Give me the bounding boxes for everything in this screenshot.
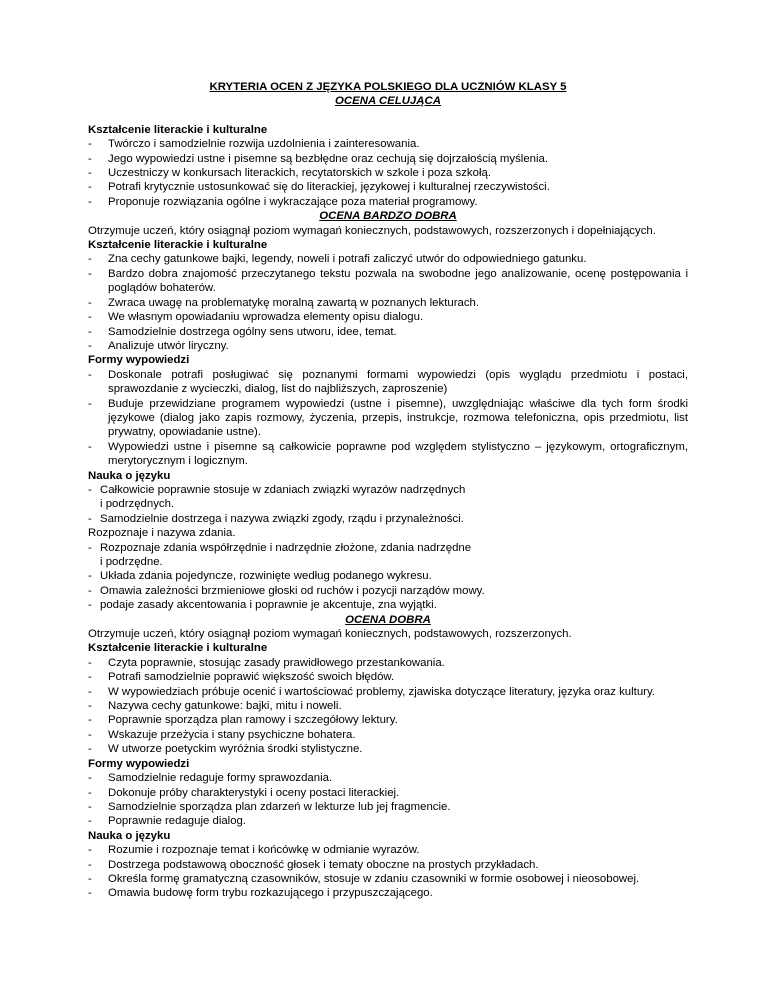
- spacer: [88, 109, 688, 123]
- document-title: KRYTERIA OCEN Z JĘZYKA POLSKIEGO DLA UCZNIÓW KLASY 5: [209, 81, 567, 93]
- list-item-line: i podrzędnych.: [100, 498, 175, 511]
- list-item: - Doskonale potrafi posługiwać się poznanymi formami wypowiedzi (opis wyglądu przedmiotu i postaci, sprawozdanie z wycieczki, dialog, list do najbliższych, zaproszenie): [88, 368, 688, 397]
- list-item: - Samodzielnie dostrzega i nazywa związki zgody, rządu i przynależności.: [88, 512, 688, 526]
- bardzo-dobra-lang-list-2: [88, 541, 688, 613]
- list-item: - W wypowiedziach próbuje ocenić i wartościować problemy, zjawiska dotyczące literatury, języka oraz kultury.: [88, 685, 688, 699]
- section-heading: Kształcenie literackie i kulturalne: [88, 123, 268, 136]
- list-item: - We własnym opowiadaniu wprowadza elementy opisu dialogu.: [88, 310, 688, 324]
- celujaca-list: [88, 137, 688, 209]
- list-item: - Omawia zależności brzmieniowe głoski od ruchów i pozycji narządów mowy.: [88, 584, 688, 598]
- section-heading: Formy wypowiedzi: [88, 354, 190, 367]
- bardzo-dobra-lit-list: [88, 252, 688, 353]
- list-item: - Analizuje utwór liryczny.: [88, 339, 688, 353]
- plain-line: Rozpoznaje i nazywa zdania.: [88, 527, 236, 540]
- document-page: [88, 80, 688, 901]
- list-item: - Poprawnie redaguje dialog.: [88, 814, 688, 828]
- section-heading: Formy wypowiedzi: [88, 757, 190, 770]
- list-item: - Potrafi krytycznie ustosunkować się do literackiej, językowej i kulturalnej rzeczywistości.: [88, 180, 688, 194]
- dobra-lang-list: [88, 843, 688, 901]
- list-item: [88, 483, 688, 512]
- list-item: - Wskazuje przeżycia i stany psychiczne bohatera.: [88, 728, 688, 742]
- list-item: - Proponuje rozwiązania ogólne i wykraczające poza materiał programowy.: [88, 195, 688, 209]
- list-item: - Twórczo i samodzielnie rozwija uzdolnienia i zainteresowania.: [88, 137, 688, 151]
- list-item: - Potrafi samodzielnie poprawić większość swoich błędów.: [88, 670, 688, 684]
- list-item: - Określa formę gramatyczną czasowników, stosuje w zdaniu czasowniki w formie osobowej i nieosobowej.: [88, 872, 688, 886]
- section-heading: Kształcenie literackie i kulturalne: [88, 239, 268, 252]
- dobra-lit-list: [88, 656, 688, 757]
- list-item: - Buduje przewidziane programem wypowiedzi (ustne i pisemne), uwzględniając właściwe dla tych form środki językowe (dialog jako zapis rozmowy, życzenia, przepis, instrukcje, rozmowa telefoniczna, opis przedmiotu, list prywatny, opowiadanie ustne).: [88, 397, 688, 440]
- grade-intro: Otrzymuje uczeń, który osiągnął poziom wymagań koniecznych, podstawowych, rozszerzonych.: [88, 628, 572, 641]
- list-item: - Zwraca uwagę na problematykę moralną zawartą w poznanych lekturach.: [88, 296, 688, 310]
- list-item: - podaje zasady akcentowania i poprawnie je akcentuje, zna wyjątki.: [88, 598, 688, 612]
- grade-intro: Otrzymuje uczeń, który osiągnął poziom wymagań koniecznych, podstawowych, rozszerzonych i dopełniających.: [88, 224, 656, 237]
- dobra-forms-list: [88, 771, 688, 829]
- list-item: - Rozumie i rozpoznaje temat i końcówkę w odmianie wyrazów.: [88, 843, 688, 857]
- list-item: - Czyta poprawnie, stosując zasady prawidłowego przestankowania.: [88, 656, 688, 670]
- bardzo-dobra-forms-list: [88, 368, 688, 469]
- list-item: - Omawia budowę form trybu rozkazującego i przypuszczającego.: [88, 886, 688, 900]
- list-item: - Samodzielnie redaguje formy sprawozdania.: [88, 771, 688, 785]
- list-item: - Poprawnie sporządza plan ramowy i szczegółowy lektury.: [88, 713, 688, 727]
- list-item: - Bardzo dobra znajomość przeczytanego tekstu pozwala na swobodne jego analizowanie, ocenę postępowania i poglądów bohaterów.: [88, 267, 688, 296]
- list-item: [88, 541, 688, 570]
- grade-dobra-heading: OCENA DOBRA: [345, 613, 431, 626]
- bardzo-dobra-lang-list: [88, 483, 688, 526]
- grade-celujaca-heading: OCENA CELUJĄCA: [335, 95, 441, 108]
- list-item: - Dostrzega podstawową oboczność głosek i tematy oboczne na prostych przykładach.: [88, 858, 688, 872]
- list-item: - Dokonuje próby charakterystyki i oceny postaci literackiej.: [88, 786, 688, 800]
- list-item-line: i podrzędne.: [100, 556, 163, 568]
- list-item: - Zna cechy gatunkowe bajki, legendy, noweli i potrafi zaliczyć utwór do odpowiedniego gatunku.: [88, 252, 688, 266]
- section-heading: Kształcenie literackie i kulturalne: [88, 642, 268, 655]
- list-item-line: - Całkowicie poprawnie stosuje w zdaniach związki wyrazów nadrzędnych: [100, 483, 466, 496]
- list-item: - Wypowiedzi ustne i pisemne są całkowicie poprawne pod względem stylistyczno – językowym, ortograficznym, merytorycznym i logicznym.: [88, 440, 688, 469]
- list-item: - W utworze poetyckim wyróżnia środki stylistyczne.: [88, 742, 688, 756]
- list-item-line: - Rozpoznaje zdania współrzędnie i nadrzędnie złożone, zdania nadrzędne: [100, 541, 472, 554]
- list-item: - Samodzielnie dostrzega ogólny sens utworu, idee, temat.: [88, 325, 688, 339]
- section-heading: Nauka o języku: [88, 469, 171, 482]
- list-item: - Jego wypowiedzi ustne i pisemne są bezbłędne oraz cechują się dojrzałością myślenia.: [88, 152, 688, 166]
- list-item: - Samodzielnie sporządza plan zdarzeń w lekturze lub jej fragmencie.: [88, 800, 688, 814]
- section-heading: Nauka o języku: [88, 829, 171, 842]
- list-item: - Układa zdania pojedyncze, rozwinięte według podanego wykresu.: [88, 569, 688, 583]
- grade-bardzo-dobra-heading: OCENA BARDZO DOBRA: [319, 210, 457, 223]
- list-item: - Nazywa cechy gatunkowe: bajki, mitu i noweli.: [88, 699, 688, 713]
- list-item: - Uczestniczy w konkursach literackich, recytatorskich w szkole i poza szkołą.: [88, 166, 688, 180]
